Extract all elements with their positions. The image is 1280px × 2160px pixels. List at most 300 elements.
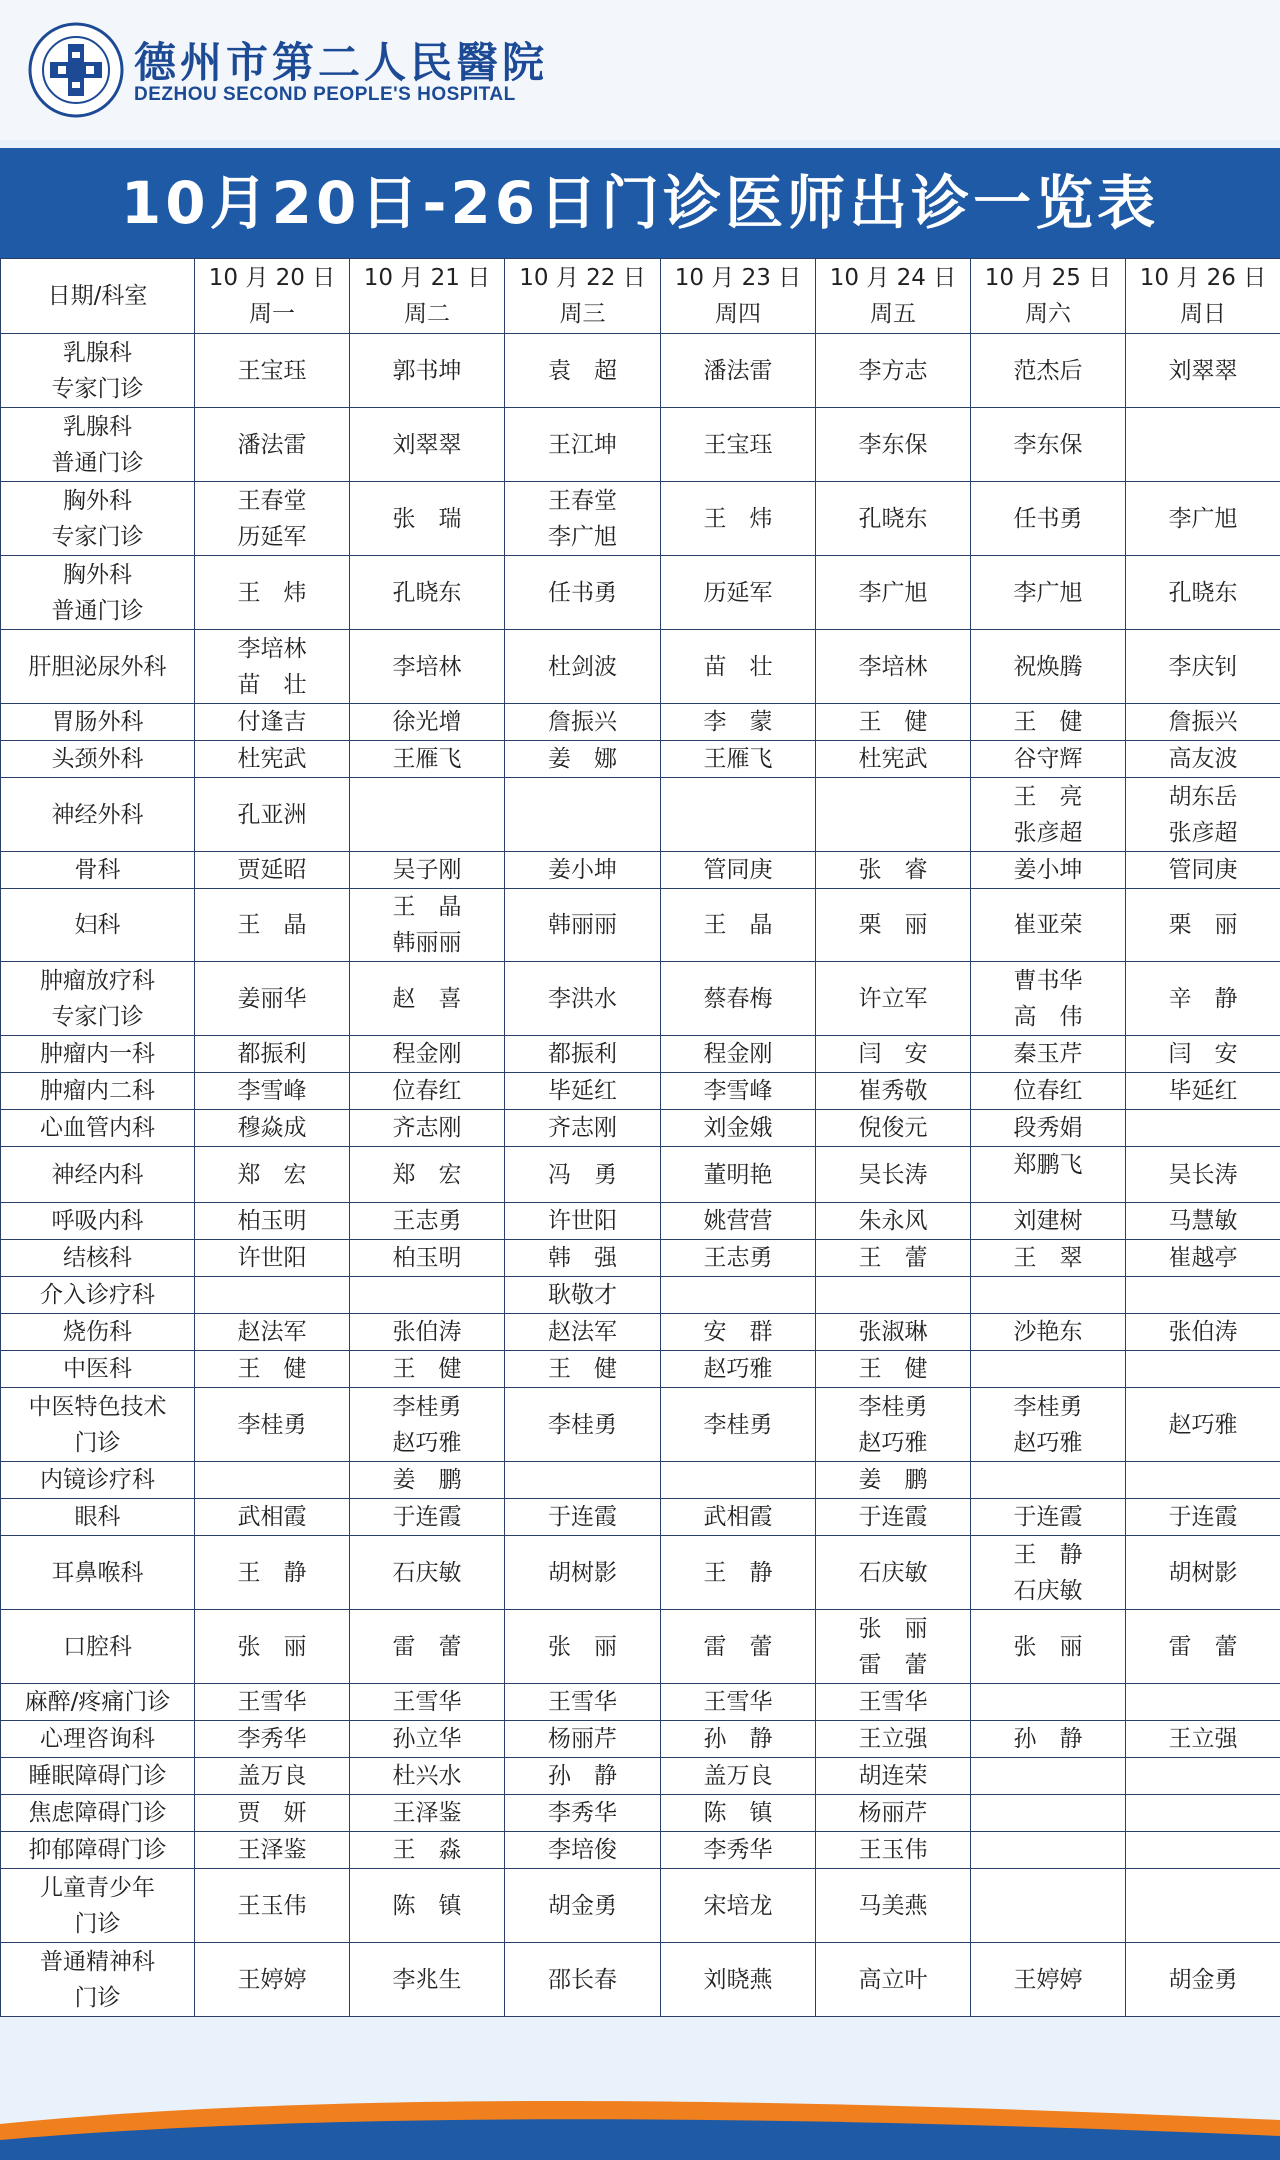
doctor-name: 李雪峰	[703, 1078, 773, 1104]
doctor-name: 冯 勇	[548, 1161, 617, 1188]
doctor-cell	[350, 889, 505, 962]
doctor-name: 王泽鉴	[392, 1800, 462, 1826]
doctor-name: 雷 蕾	[1168, 1633, 1238, 1660]
doctor-name: 王 晶	[237, 912, 307, 938]
doctor-name: 武相霞	[237, 1504, 307, 1530]
doctor-name: 李桂勇	[392, 1393, 462, 1420]
doctor-name: 齐志刚	[392, 1115, 462, 1141]
doctor-name: 张 丽	[858, 1615, 928, 1642]
doctor-name: 李桂勇	[548, 1411, 617, 1438]
doctor-name: 马慧敏	[1168, 1208, 1238, 1234]
department-label: 专家门诊	[51, 375, 144, 402]
doctor-cell	[816, 1869, 971, 1943]
doctor-name: 王 晶	[703, 912, 773, 938]
doctor-cell	[350, 1536, 505, 1610]
doctor-cell	[195, 704, 350, 741]
doctor-name: 张 丽	[548, 1633, 617, 1660]
doctor-cell	[195, 962, 350, 1036]
doctor-cell	[350, 1684, 505, 1721]
doctor-cell	[1126, 1110, 1280, 1147]
table-row	[1, 1610, 1280, 1684]
doctor-name: 王 健	[392, 1356, 462, 1382]
table-row	[1, 778, 1280, 852]
doctor-cell	[1126, 1073, 1280, 1110]
schedule-body	[1, 334, 1280, 2017]
department-label: 烧伤科	[63, 1319, 132, 1345]
department-label: 门诊	[74, 1984, 121, 2011]
doctor-cell	[350, 334, 505, 408]
department-cell	[1, 1036, 195, 1073]
doctor-cell	[350, 1314, 505, 1351]
doctor-name: 吴长涛	[858, 1161, 928, 1188]
doctor-cell	[195, 1351, 350, 1388]
doctor-cell	[350, 741, 505, 778]
department-label: 眼科	[74, 1504, 121, 1530]
doctor-name: 王 炜	[237, 579, 307, 606]
doctor-name: 王 亮	[1013, 783, 1083, 810]
doctor-cell	[971, 778, 1126, 852]
doctor-name: 赵巧雅	[703, 1356, 773, 1382]
doctor-cell	[195, 1110, 350, 1147]
column-weekday: 周五	[870, 301, 916, 327]
doctor-name: 李东保	[1013, 431, 1083, 458]
doctor-cell	[195, 556, 350, 630]
column-header	[505, 259, 661, 334]
column-header	[661, 259, 816, 334]
doctor-cell	[350, 1795, 505, 1832]
department-cell	[1, 778, 195, 852]
department-cell	[1, 1147, 195, 1203]
doctor-name: 刘翠翠	[1168, 357, 1238, 384]
doctor-cell	[350, 1758, 505, 1795]
doctor-cell	[661, 1240, 816, 1277]
doctor-cell	[816, 962, 971, 1036]
doctor-cell	[195, 889, 350, 962]
department-label: 肿瘤内一科	[40, 1041, 155, 1067]
doctor-name: 任书勇	[548, 579, 617, 606]
department-cell	[1, 1943, 195, 2017]
doctor-cell	[816, 852, 971, 889]
doctor-cell	[350, 1832, 505, 1869]
doctor-cell	[816, 1203, 971, 1240]
doctor-cell	[1126, 1721, 1280, 1758]
doctor-name: 穆焱成	[237, 1115, 307, 1141]
doctor-cell	[661, 1351, 816, 1388]
doctor-name: 李培林	[858, 653, 928, 680]
doctor-name: 韩 强	[548, 1245, 617, 1271]
doctor-name: 赵 喜	[392, 985, 462, 1012]
doctor-cell	[661, 778, 816, 852]
doctor-cell	[350, 962, 505, 1036]
doctor-cell	[661, 1943, 816, 2017]
department-cell	[1, 630, 195, 704]
table-row	[1, 482, 1280, 556]
doctor-cell	[350, 1721, 505, 1758]
doctor-cell	[1126, 1758, 1280, 1795]
doctor-cell	[505, 889, 661, 962]
doctor-cell	[1126, 1203, 1280, 1240]
table-row	[1, 556, 1280, 630]
doctor-name: 王立强	[1168, 1726, 1238, 1752]
table-row	[1, 1073, 1280, 1110]
doctor-cell	[661, 1832, 816, 1869]
doctor-name: 高友波	[1168, 746, 1238, 772]
doctor-cell	[195, 1943, 350, 2017]
doctor-name: 李培林	[237, 635, 307, 662]
doctor-cell	[505, 1499, 661, 1536]
doctor-name: 雷 蕾	[858, 1651, 928, 1678]
doctor-name: 贾延昭	[237, 857, 307, 883]
doctor-name: 王宝珏	[237, 357, 307, 384]
hospital-name-en: DEZHOU SECOND PEOPLE'S HOSPITAL	[134, 84, 516, 105]
table-row	[1, 852, 1280, 889]
doctor-name: 姜 娜	[548, 746, 617, 772]
doctor-name: 王雪华	[548, 1689, 617, 1715]
doctor-cell	[971, 556, 1126, 630]
doctor-name: 谷守辉	[1013, 746, 1083, 772]
department-label: 耳鼻喉科	[51, 1559, 144, 1586]
doctor-name: 赵法军	[548, 1319, 617, 1345]
doctor-cell	[971, 334, 1126, 408]
department-cell	[1, 1314, 195, 1351]
table-row	[1, 1388, 1280, 1462]
doctor-cell	[661, 408, 816, 482]
doctor-name: 安 群	[703, 1319, 773, 1345]
doctor-cell	[505, 630, 661, 704]
department-cell	[1, 1721, 195, 1758]
table-row	[1, 630, 1280, 704]
doctor-name: 耿敬才	[548, 1282, 617, 1308]
table-row	[1, 1832, 1280, 1869]
doctor-name: 孔晓东	[1168, 579, 1238, 606]
doctor-name: 石庆敏	[392, 1559, 462, 1586]
doctor-cell	[350, 1147, 505, 1203]
doctor-cell	[505, 556, 661, 630]
table-row	[1, 704, 1280, 741]
doctor-cell	[195, 1795, 350, 1832]
doctor-cell	[971, 1110, 1126, 1147]
doctor-cell	[1126, 1036, 1280, 1073]
doctor-cell	[816, 1073, 971, 1110]
doctor-name: 管同庚	[703, 857, 773, 883]
doctor-name: 李兆生	[392, 1966, 462, 1993]
doctor-name: 姜 鹏	[392, 1467, 462, 1493]
doctor-cell	[505, 1795, 661, 1832]
doctor-cell	[195, 741, 350, 778]
doctor-cell	[971, 1795, 1126, 1832]
doctor-name: 王 晶	[392, 894, 462, 920]
doctor-name: 石庆敏	[1013, 1577, 1083, 1604]
doctor-cell	[195, 1036, 350, 1073]
doctor-name: 胡树影	[548, 1559, 617, 1586]
department-label: 神经内科	[51, 1161, 144, 1188]
department-label: 中医特色技术	[28, 1393, 167, 1420]
doctor-cell	[505, 1388, 661, 1462]
doctor-name: 毕延红	[1168, 1078, 1238, 1104]
doctor-cell	[816, 1684, 971, 1721]
doctor-name: 张彦超	[1168, 819, 1238, 846]
doctor-name: 柏玉明	[237, 1208, 307, 1234]
doctor-cell	[505, 1610, 661, 1684]
doctor-name: 王 炜	[703, 505, 773, 532]
column-header	[350, 259, 505, 334]
doctor-name: 宋培龙	[703, 1892, 773, 1919]
doctor-cell	[661, 1536, 816, 1610]
column-weekday: 周二	[404, 301, 450, 327]
doctor-cell	[505, 1203, 661, 1240]
doctor-name: 李庆钊	[1168, 653, 1238, 680]
doctor-name: 王雪华	[858, 1689, 928, 1715]
doctor-cell	[505, 1758, 661, 1795]
doctor-cell	[505, 408, 661, 482]
doctor-name: 孙立华	[392, 1726, 462, 1752]
table-row	[1, 1721, 1280, 1758]
doctor-name: 孙 静	[1013, 1726, 1083, 1752]
doctor-name: 赵法军	[237, 1319, 307, 1345]
doctor-name: 李 蒙	[703, 709, 773, 735]
doctor-name: 赵巧雅	[1168, 1411, 1238, 1438]
doctor-cell	[350, 1277, 505, 1314]
doctor-cell	[195, 1314, 350, 1351]
doctor-cell	[971, 1147, 1126, 1203]
doctor-name: 胡金勇	[1168, 1966, 1238, 1993]
department-label: 心血管内科	[40, 1115, 155, 1141]
doctor-name: 高 伟	[1013, 1003, 1083, 1030]
doctor-name: 胡树影	[1168, 1559, 1238, 1586]
doctor-name: 孔亚洲	[237, 801, 307, 828]
department-label: 胸外科	[63, 561, 132, 588]
doctor-cell	[195, 408, 350, 482]
column-date: 10 月 24 日	[829, 265, 957, 291]
department-cell	[1, 1795, 195, 1832]
doctor-cell	[1126, 1240, 1280, 1277]
doctor-cell	[661, 630, 816, 704]
department-label: 专家门诊	[51, 1003, 144, 1030]
doctor-name: 盖万良	[703, 1763, 773, 1789]
doctor-cell	[505, 741, 661, 778]
department-label: 结核科	[63, 1245, 132, 1271]
doctor-cell	[971, 704, 1126, 741]
doctor-cell	[1126, 889, 1280, 962]
department-label: 抑郁障碍门诊	[28, 1837, 167, 1863]
doctor-name: 闫 安	[858, 1041, 928, 1067]
doctor-name: 李秀华	[548, 1800, 617, 1826]
doctor-name: 武相霞	[703, 1504, 773, 1530]
doctor-cell	[661, 1203, 816, 1240]
doctor-name: 张 睿	[858, 857, 928, 883]
doctor-cell	[816, 741, 971, 778]
doctor-name: 潘法雷	[703, 357, 773, 384]
department-cell	[1, 1462, 195, 1499]
doctor-name: 付逢吉	[237, 709, 307, 735]
department-label: 肝胆泌尿外科	[28, 653, 167, 680]
doctor-cell	[505, 1240, 661, 1277]
doctor-name: 姜小坤	[1013, 857, 1083, 883]
header	[0, 0, 1280, 140]
doctor-name: 张 瑞	[392, 505, 462, 532]
department-cell	[1, 962, 195, 1036]
doctor-cell	[971, 1536, 1126, 1610]
doctor-name: 王 健	[1013, 709, 1083, 735]
table-row	[1, 1499, 1280, 1536]
doctor-cell	[195, 1240, 350, 1277]
doctor-cell	[661, 1795, 816, 1832]
doctor-name: 王志勇	[392, 1208, 462, 1234]
doctor-name: 姜丽华	[237, 985, 307, 1012]
doctor-name: 贾 妍	[237, 1800, 307, 1826]
doctor-cell	[505, 962, 661, 1036]
doctor-name: 王春堂	[548, 487, 617, 514]
doctor-cell	[1126, 741, 1280, 778]
doctor-name: 于连霞	[548, 1504, 617, 1530]
doctor-name: 张 丽	[237, 1633, 307, 1660]
doctor-cell	[350, 1869, 505, 1943]
department-label: 乳腺科	[63, 413, 132, 440]
column-weekday: 周日	[1180, 301, 1226, 327]
column-date: 10 月 22 日	[519, 265, 646, 291]
doctor-name: 于连霞	[858, 1504, 928, 1530]
doctor-cell	[195, 1684, 350, 1721]
doctor-cell	[661, 1073, 816, 1110]
department-label: 内镜诊疗科	[40, 1467, 155, 1493]
doctor-cell	[1126, 1795, 1280, 1832]
doctor-name: 范杰后	[1013, 357, 1083, 384]
doctor-name: 苗 壮	[703, 653, 773, 680]
department-label: 门诊	[74, 1429, 121, 1456]
hospital-logo	[28, 22, 124, 118]
doctor-cell	[661, 1277, 816, 1314]
department-cell	[1, 1277, 195, 1314]
doctor-name: 位春红	[392, 1078, 462, 1104]
doctor-cell	[350, 778, 505, 852]
department-label: 心理咨询科	[40, 1726, 155, 1752]
department-cell	[1, 408, 195, 482]
doctor-name: 徐光增	[392, 709, 462, 735]
doctor-cell	[195, 630, 350, 704]
doctor-name: 郑 宏	[392, 1161, 462, 1188]
table-row	[1, 1758, 1280, 1795]
doctor-name: 李方志	[858, 357, 928, 384]
doctor-name: 苗 壮	[237, 671, 307, 698]
column-date: 10 月 21 日	[363, 265, 491, 291]
doctor-cell	[1126, 1499, 1280, 1536]
doctor-name: 倪俊元	[858, 1115, 928, 1141]
doctor-name: 李秀华	[703, 1837, 773, 1863]
doctor-name: 王 健	[548, 1356, 617, 1382]
doctor-name: 李培俊	[548, 1837, 617, 1863]
doctor-cell	[505, 1536, 661, 1610]
department-cell	[1, 1832, 195, 1869]
doctor-cell	[971, 889, 1126, 962]
doctor-name: 王志勇	[703, 1245, 773, 1271]
doctor-cell	[505, 852, 661, 889]
doctor-cell	[350, 1036, 505, 1073]
doctor-cell	[816, 334, 971, 408]
department-cell	[1, 1073, 195, 1110]
table-row	[1, 408, 1280, 482]
table-row	[1, 1943, 1280, 2017]
doctor-name: 张彦超	[1013, 819, 1083, 846]
doctor-name: 于连霞	[392, 1504, 462, 1530]
doctor-cell	[971, 1462, 1126, 1499]
doctor-cell	[661, 1388, 816, 1462]
doctor-name: 许世阳	[237, 1245, 307, 1271]
doctor-cell	[816, 1499, 971, 1536]
doctor-name: 杨丽芹	[858, 1800, 928, 1826]
department-cell	[1, 1110, 195, 1147]
doctor-name: 韩丽丽	[548, 912, 617, 938]
department-cell	[1, 1388, 195, 1462]
doctor-cell	[1126, 1314, 1280, 1351]
doctor-name: 马美燕	[858, 1892, 928, 1919]
doctor-name: 历延军	[703, 579, 773, 606]
doctor-cell	[505, 334, 661, 408]
doctor-cell	[1126, 1536, 1280, 1610]
doctor-cell	[505, 1351, 661, 1388]
doctor-cell	[350, 1351, 505, 1388]
doctor-cell	[816, 1462, 971, 1499]
doctor-name: 张伯涛	[392, 1319, 462, 1345]
column-date: 10 月 25 日	[984, 265, 1112, 291]
department-cell	[1, 1869, 195, 1943]
table-row	[1, 334, 1280, 408]
table-row	[1, 1314, 1280, 1351]
doctor-cell	[195, 1610, 350, 1684]
doctor-name: 姚营营	[703, 1208, 773, 1234]
doctor-cell	[971, 1203, 1126, 1240]
footer-decoration	[0, 2084, 1280, 2160]
doctor-name: 王宝珏	[703, 431, 773, 458]
column-date: 10 月 23 日	[674, 265, 802, 291]
doctor-name: 王 静	[1013, 1541, 1083, 1568]
doctor-cell	[816, 1610, 971, 1684]
department-cell	[1, 1499, 195, 1536]
doctor-name: 吴子刚	[392, 857, 462, 883]
table-row	[1, 741, 1280, 778]
doctor-cell	[661, 962, 816, 1036]
schedule-table-wrap	[0, 258, 1280, 2017]
doctor-name: 吴长涛	[1168, 1161, 1238, 1188]
doctor-name: 王雁飞	[703, 746, 773, 772]
doctor-cell	[350, 408, 505, 482]
doctor-name: 袁 超	[548, 357, 617, 384]
doctor-name: 姜小坤	[548, 857, 617, 883]
doctor-name: 赵巧雅	[1013, 1429, 1083, 1456]
doctor-cell	[661, 852, 816, 889]
doctor-cell	[505, 1036, 661, 1073]
doctor-cell	[505, 778, 661, 852]
doctor-cell	[350, 482, 505, 556]
doctor-cell	[195, 1073, 350, 1110]
doctor-name: 陈 镇	[392, 1892, 462, 1919]
doctor-name: 雷 蕾	[392, 1633, 462, 1660]
doctor-cell	[350, 1388, 505, 1462]
doctor-cell	[816, 1795, 971, 1832]
doctor-cell	[1126, 962, 1280, 1036]
doctor-cell	[816, 556, 971, 630]
doctor-cell	[816, 889, 971, 962]
doctor-cell	[661, 704, 816, 741]
doctor-name: 刘翠翠	[392, 431, 462, 458]
doctor-cell	[505, 482, 661, 556]
doctor-cell	[505, 1073, 661, 1110]
doctor-name: 盖万良	[237, 1763, 307, 1789]
column-header	[816, 259, 971, 334]
doctor-name: 赵巧雅	[858, 1429, 928, 1456]
department-cell	[1, 889, 195, 962]
doctor-cell	[350, 630, 505, 704]
doctor-cell	[971, 1758, 1126, 1795]
